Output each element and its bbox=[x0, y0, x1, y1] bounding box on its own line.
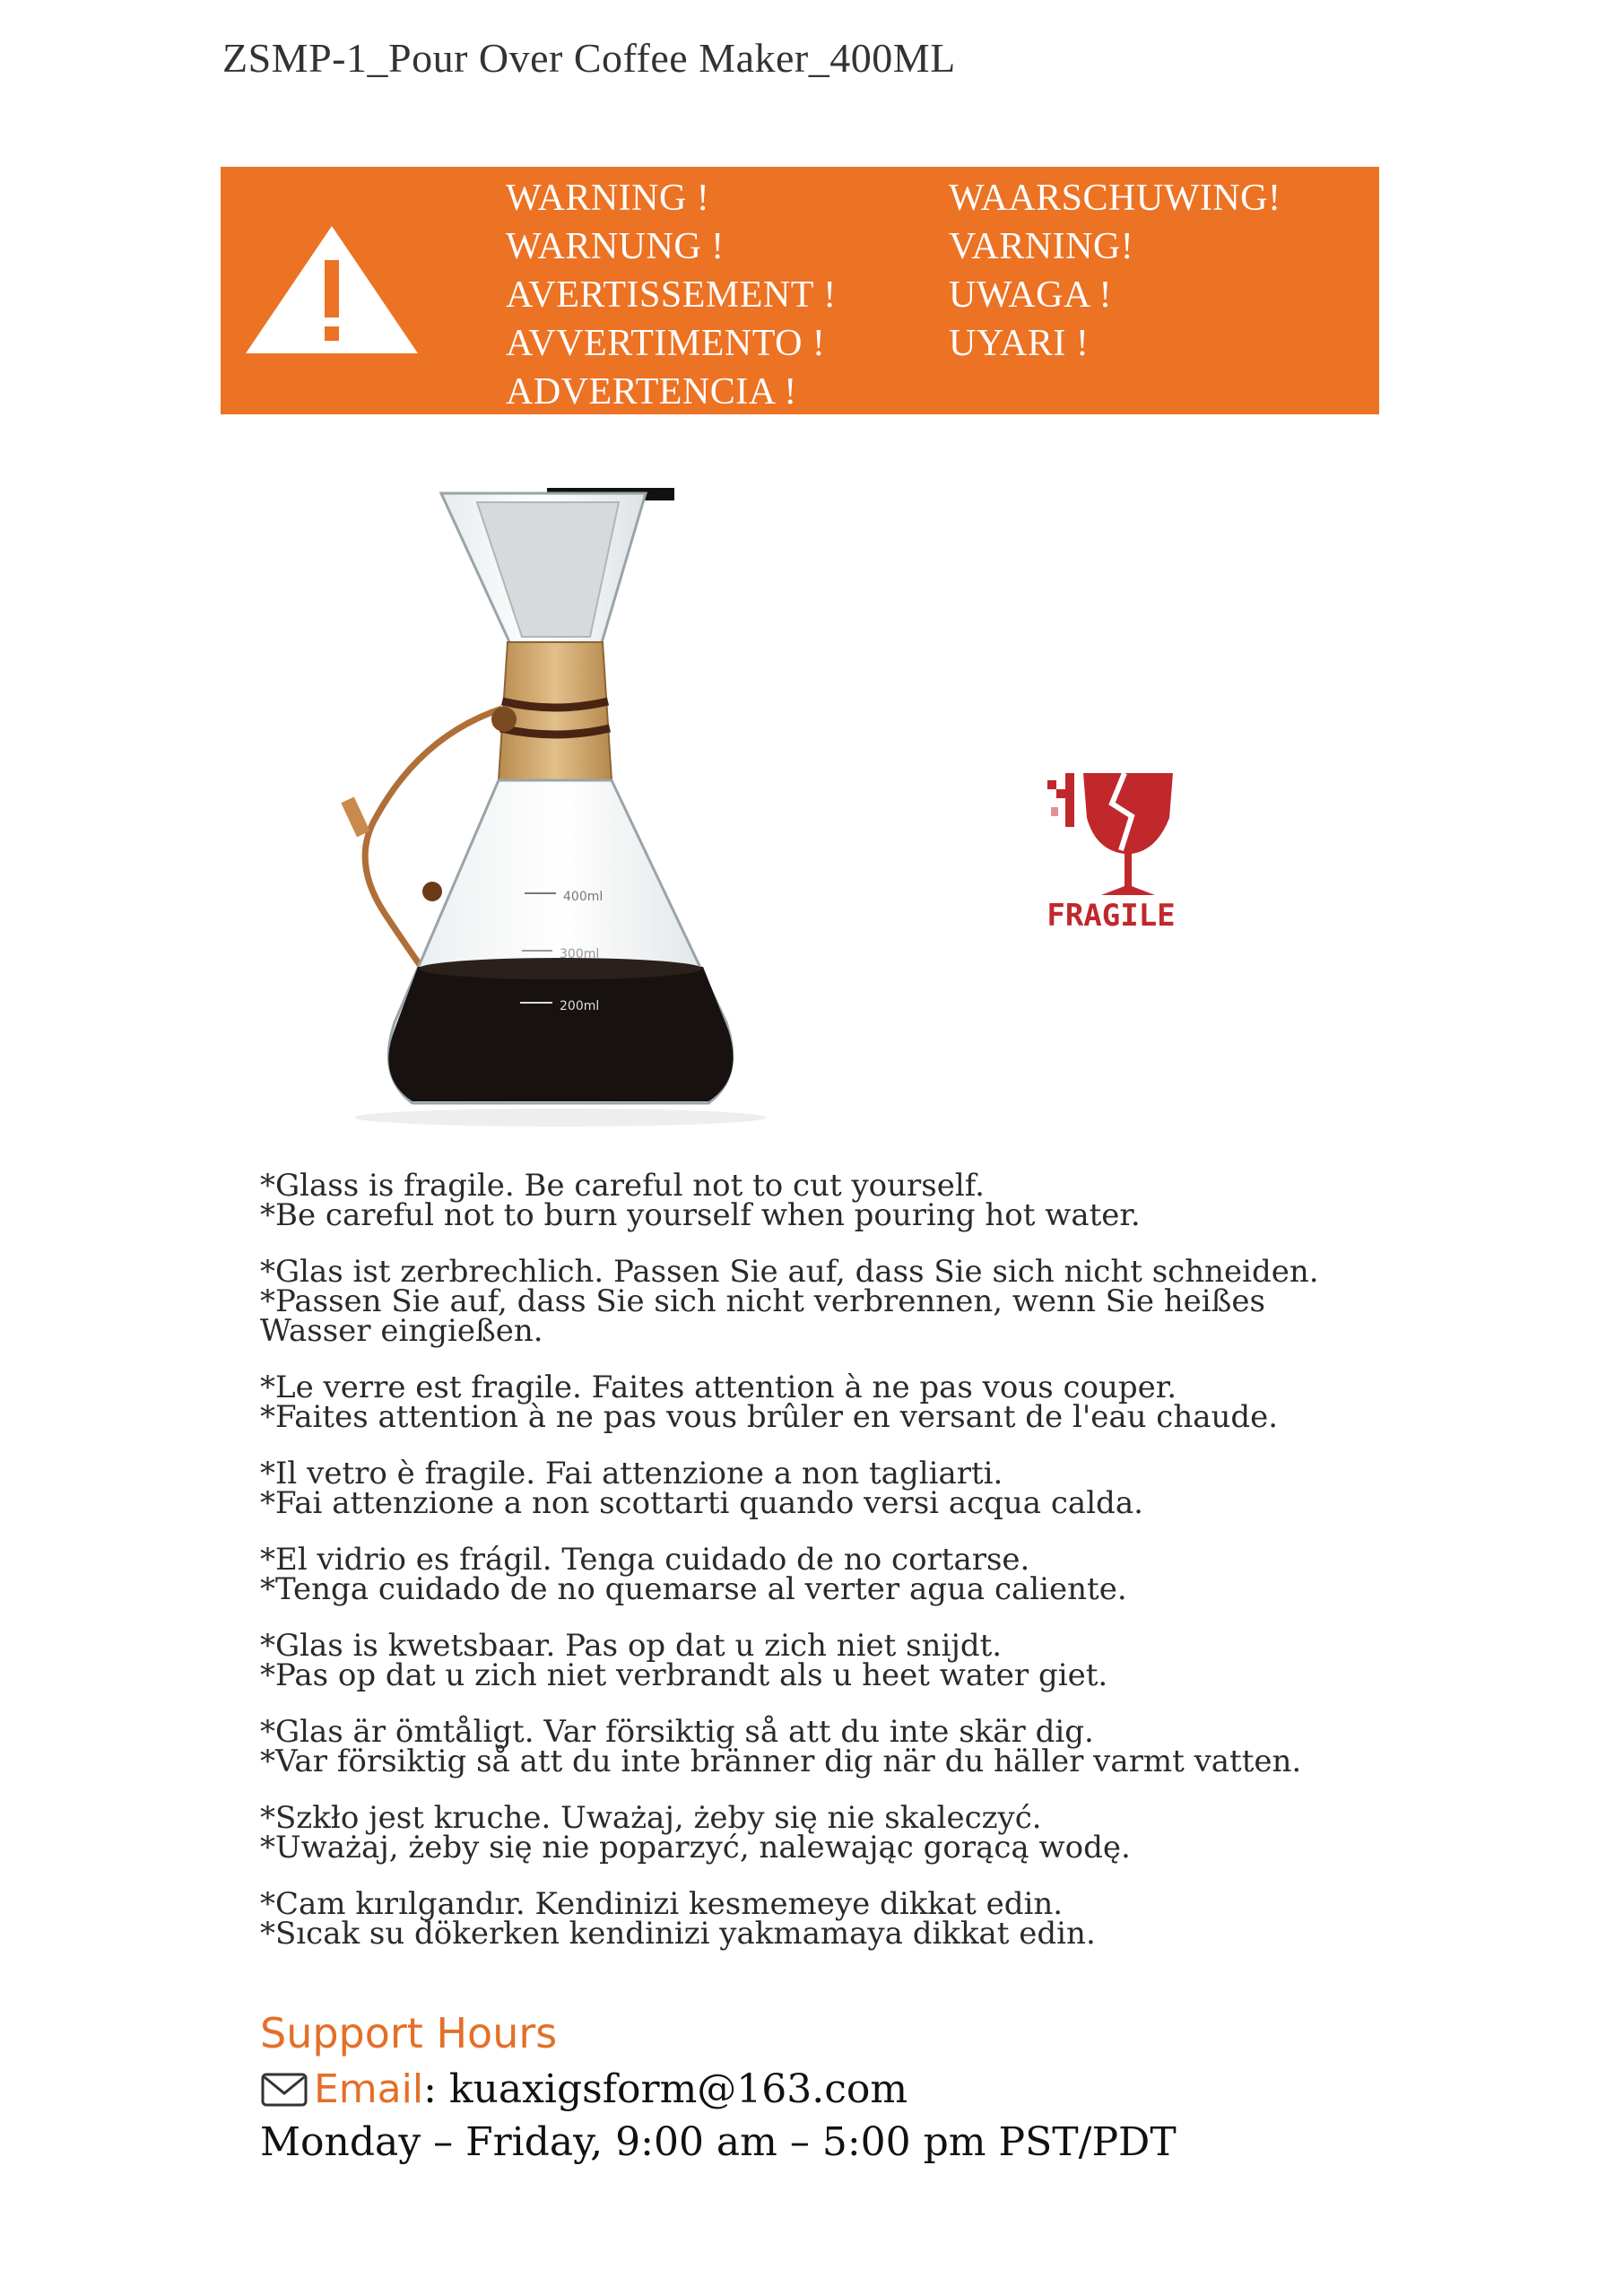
warning-right-1: VARNING! bbox=[949, 226, 1134, 267]
note-block bbox=[260, 1628, 1533, 1693]
coffee-maker-image bbox=[242, 466, 1085, 1157]
note-line: Wasser eingießen. bbox=[260, 1313, 543, 1349]
note-line: *Szkło jest kruche. Uważaj, żeby się nie skaleczyć. bbox=[260, 1800, 1042, 1836]
note-line: *Cam kırılgandır. Kendinizi kesmemeye dikkat edin. bbox=[260, 1886, 1064, 1922]
note-line: *Sıcak su dökerken kendinizi yakmamaya dikkat edin. bbox=[260, 1916, 1096, 1952]
support-hours-text: Monday – Friday, 9:00 am – 5:00 pm PST/PDT bbox=[260, 2119, 1177, 2165]
graduation-400: 400ml bbox=[563, 890, 604, 904]
fragile-text: FRAGILE bbox=[1046, 898, 1176, 929]
warning-left-0: WARNING ! bbox=[506, 178, 710, 219]
warning-list-right bbox=[949, 174, 1281, 368]
note-block bbox=[260, 1886, 1533, 1952]
warning-right-3: UYARI ! bbox=[949, 323, 1090, 364]
note-line: *Pas op dat u zich niet verbrandt als u heet water giet. bbox=[260, 1657, 1108, 1693]
warning-left-1: WARNUNG ! bbox=[506, 226, 725, 267]
note-line: *Passen Sie auf, dass Sie sich nicht verbrennen, wenn Sie heißes bbox=[260, 1283, 1265, 1319]
note-line: *Uważaj, żeby się nie poparzyć, nalewając gorącą wodę. bbox=[260, 1830, 1131, 1866]
note-line: *Glas is kwetsbaar. Pas op dat u zich niet snijdt. bbox=[260, 1628, 1003, 1664]
graduation-200: 200ml bbox=[560, 999, 600, 1013]
note-block bbox=[260, 1542, 1533, 1607]
note-block bbox=[260, 1168, 1533, 1233]
note-block bbox=[260, 1370, 1533, 1435]
mail-icon bbox=[260, 2072, 308, 2108]
safety-notes bbox=[260, 1168, 1533, 1976]
warning-banner bbox=[221, 167, 1379, 414]
warning-list-left bbox=[506, 174, 837, 416]
warning-left-3: AVVERTIMENTO ! bbox=[506, 323, 826, 364]
email-value[interactable]: : kuaxigsform@163.com bbox=[423, 2066, 908, 2112]
fragile-glass-icon bbox=[1038, 764, 1184, 929]
note-line: *Tenga cuidado de no quemarse al verter agua caliente. bbox=[260, 1571, 1127, 1607]
note-line: *Glas är ömtåligt. Var försiktig så att du inte skär dig. bbox=[260, 1714, 1094, 1750]
note-line: *Glas ist zerbrechlich. Passen Sie auf, dass Sie sich nicht schneiden. bbox=[260, 1254, 1319, 1290]
note-line: *Be careful not to burn yourself when pouring hot water. bbox=[260, 1197, 1141, 1233]
email-row bbox=[260, 2066, 1177, 2112]
note-line: *Faites attention à ne pas vous brûler en versant de l'eau chaude. bbox=[260, 1399, 1279, 1435]
note-line: *Il vetro è fragile. Fai attenzione a non tagliarti. bbox=[260, 1456, 1003, 1492]
note-line: *Glass is fragile. Be careful not to cut yourself. bbox=[260, 1168, 985, 1204]
note-block bbox=[260, 1714, 1533, 1779]
warning-triangle-icon bbox=[244, 222, 420, 357]
note-line: *El vidrio es frágil. Tenga cuidado de no cortarse. bbox=[260, 1542, 1030, 1578]
note-block bbox=[260, 1456, 1533, 1521]
note-line: *Le verre est fragile. Faites attention à ne pas vous couper. bbox=[260, 1370, 1177, 1405]
note-line: *Var försiktig så att du inte bränner dig när du häller varmt vatten. bbox=[260, 1744, 1302, 1779]
warning-right-0: WAARSCHUWING! bbox=[949, 178, 1281, 219]
note-line: *Fai attenzione a non scottarti quando versi acqua calda. bbox=[260, 1485, 1143, 1521]
warning-left-2: AVERTISSEMENT ! bbox=[506, 274, 837, 316]
document-title: ZSMP-1_Pour Over Coffee Maker_400ML bbox=[222, 35, 956, 81]
email-label: Email bbox=[314, 2066, 424, 2112]
warning-left-4: ADVERTENCIA ! bbox=[506, 371, 797, 413]
note-block bbox=[260, 1254, 1533, 1349]
support-title: Support Hours bbox=[260, 2009, 558, 2057]
note-block bbox=[260, 1800, 1533, 1866]
graduation-300: 300ml bbox=[560, 947, 600, 961]
support-section bbox=[260, 2009, 1177, 2165]
warning-right-2: UWAGA ! bbox=[949, 274, 1112, 316]
